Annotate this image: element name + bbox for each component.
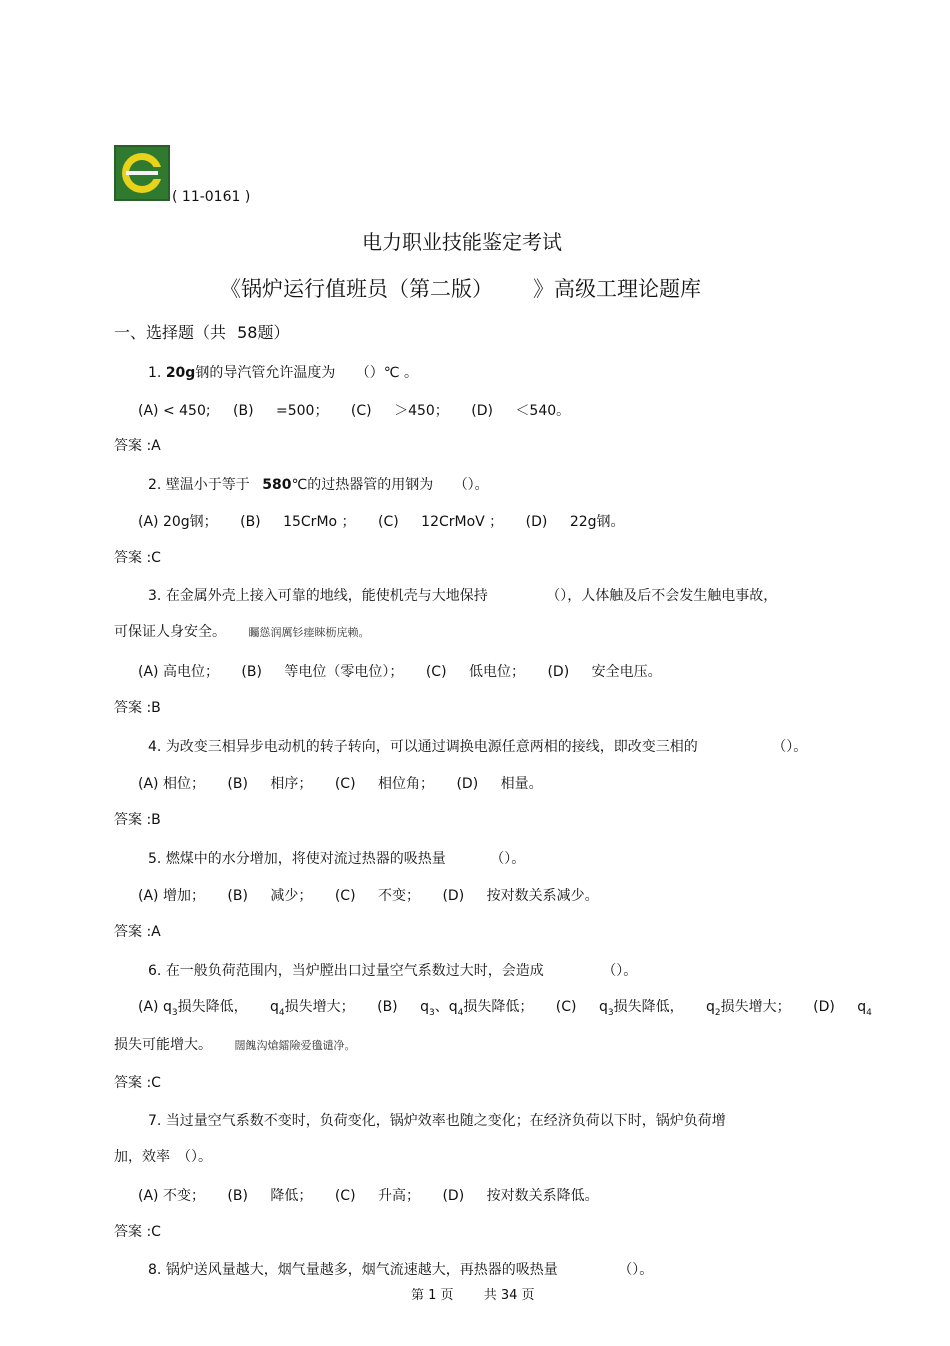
option-d-label: (D) — [525, 514, 548, 530]
option-c: 12CrMoV ； — [421, 514, 504, 530]
subscript: 3 — [428, 1007, 435, 1018]
option-b: 降低； — [270, 1188, 313, 1204]
option-c-label: (C) — [555, 999, 577, 1015]
option-text: 损失增大； — [720, 999, 791, 1015]
subscript: 4 — [866, 1007, 872, 1018]
document-code: ( 11-0161 ) — [172, 189, 251, 205]
question-4-answer: 答案 :B — [114, 812, 161, 828]
question-4-stem — [148, 736, 807, 756]
option-a: (A) 相位； — [138, 776, 205, 792]
question-text: 钢的导汽管允许温度为 — [195, 365, 336, 381]
question-blank: （）。 — [772, 739, 808, 755]
option-b: 相序； — [270, 776, 313, 792]
option-d-label: (D) — [471, 403, 493, 419]
logo-graphic — [116, 147, 168, 199]
option-b: 等电位（零电位）； — [284, 664, 404, 680]
option-b: =500； — [276, 403, 329, 419]
document-subtitle-left: 《锅炉运行值班员（第二版） — [220, 277, 493, 301]
option-c-label: (C) — [334, 1188, 356, 1204]
option-d-label: (D) — [547, 664, 570, 680]
subscript: 4 — [457, 1007, 464, 1018]
question-7-stem — [148, 1110, 726, 1130]
question-text: 锅炉送风量越大，烟气量越多，烟气流速越大，再热器的吸热量 — [165, 1262, 558, 1278]
question-7-stem-cont: 加，效率 （）。 — [114, 1149, 212, 1165]
question-number: 8. — [148, 1262, 162, 1278]
question-6-stem — [148, 960, 637, 980]
option-c: 低电位； — [469, 664, 525, 680]
question-7-options — [138, 1185, 599, 1205]
question-2-options — [138, 511, 625, 531]
option-c: 相位角； — [378, 776, 434, 792]
question-number: 1. — [148, 365, 162, 381]
question-blank: （）℃ 。 — [355, 365, 418, 381]
question-1-options — [138, 400, 570, 420]
question-3-answer: 答案 :B — [114, 700, 161, 716]
question-number: 5. — [148, 851, 162, 867]
option-d: 安全电压。 — [591, 664, 662, 680]
option-d-label: (D) — [813, 999, 835, 1015]
option-b: 减少； — [270, 888, 313, 904]
question-text: 燃煤中的水分增加，将使对流过热器的吸热量 — [165, 851, 446, 867]
question-text: 损失可能增大。 — [114, 1037, 212, 1053]
question-text: 当过量空气系数不变时，负荷变化，锅炉效率也随之变化；在经济负荷以下时，锅炉负荷增 — [165, 1113, 726, 1129]
question-blank: （）。 — [618, 1262, 654, 1278]
option-a: (A) 高电位； — [138, 664, 219, 680]
question-text: 为改变三相异步电动机的转子转向，可以通过调换电源任意两相的接线，即改变三相的 — [165, 739, 698, 755]
garbled-text: 闊餽沟熗鐳險爱氇谴净。 — [234, 1039, 356, 1052]
question-text-bold: 580 — [262, 477, 292, 493]
document-title: 电力职业技能鉴定考试 — [362, 230, 562, 254]
question-text: 在金属外壳上接入可靠的地线，能使机壳与大地保持 — [165, 588, 488, 604]
option-text: 损失降低； — [463, 999, 534, 1015]
option-text: 损失增大； — [284, 999, 355, 1015]
option-c-label: (C) — [425, 664, 447, 680]
option-d: 按对数关系减少。 — [486, 888, 599, 904]
question-5-options — [138, 885, 599, 905]
question-text: 可保证人身安全。 — [114, 624, 226, 640]
subscript: 2 — [714, 1007, 721, 1018]
question-number: 2. — [148, 477, 162, 493]
option-d-label: (D) — [456, 776, 479, 792]
question-number: 3. — [148, 588, 162, 604]
question-text: ℃的过热器管的用钢为 — [291, 477, 434, 493]
option-d: 22g钢。 — [569, 514, 625, 530]
subscript: 3 — [171, 1007, 178, 1018]
question-3-options — [138, 661, 662, 681]
question-3-stem — [148, 585, 777, 605]
question-3-stem-cont — [114, 621, 369, 641]
option-b: 15CrMo ； — [283, 514, 356, 530]
option-c: 不变； — [378, 888, 420, 904]
option-b-label: (B) — [241, 664, 262, 680]
option-d-label: (D) — [442, 1188, 465, 1204]
option-text: q — [270, 999, 279, 1015]
question-1-stem — [148, 362, 418, 382]
option-a: (A) 增加； — [138, 888, 205, 904]
question-2-stem — [148, 474, 489, 494]
question-text: 壁温小于等于 — [165, 477, 250, 493]
page-footer — [411, 1284, 535, 1303]
option-c-label: (C) — [334, 776, 356, 792]
question-number: 7. — [148, 1113, 162, 1129]
question-number: 4. — [148, 739, 162, 755]
option-d: 相量。 — [500, 776, 543, 792]
question-5-answer: 答案 :A — [114, 924, 161, 940]
option-b-label: (B) — [233, 403, 254, 419]
ceepi-logo-icon — [114, 145, 170, 201]
subscript: 3 — [607, 1007, 614, 1018]
section-count: 58题） — [237, 323, 290, 342]
option-text: q — [420, 999, 429, 1015]
question-6-answer: 答案 :C — [114, 1075, 161, 1091]
document-subtitle-right: 》高级工理论题库 — [533, 277, 701, 301]
option-d: ＜540。 — [515, 403, 571, 419]
question-1-answer: 答案 :A — [114, 438, 161, 454]
question-blank: （）。 — [602, 963, 638, 979]
option-text: q — [598, 999, 608, 1015]
subscript: 4 — [278, 1007, 285, 1018]
question-text: （），人体触及后不会发生触电事故， — [546, 588, 778, 604]
option-text: q — [857, 999, 867, 1015]
option-b-label: (B) — [227, 1188, 248, 1204]
page-total: 共 34 页 — [483, 1288, 535, 1303]
option-d-label: (D) — [442, 888, 465, 904]
option-text: 、q — [434, 999, 458, 1015]
section-heading — [114, 320, 289, 343]
option-b-label: (B) — [227, 888, 248, 904]
page-number: 第 1 页 — [411, 1288, 454, 1303]
question-5-stem — [148, 848, 525, 868]
option-a: (A) 20g钢； — [138, 514, 218, 530]
option-text: 损失降低， — [613, 999, 684, 1015]
question-6-stem-cont — [114, 1034, 355, 1054]
option-b-label: (B) — [240, 514, 261, 530]
question-6-options — [138, 996, 872, 1018]
question-text: 在一般负荷范围内，当炉膛出口过量空气系数过大时，会造成 — [165, 963, 544, 979]
section-heading-text: 一、选择题（共 — [114, 323, 227, 342]
question-blank: （）。 — [453, 477, 489, 493]
question-blank: （）。 — [490, 851, 526, 867]
option-b-label: (B) — [377, 999, 398, 1015]
option-d: 按对数关系降低。 — [486, 1188, 599, 1204]
option-text: q — [706, 999, 715, 1015]
question-8-stem — [148, 1259, 653, 1279]
option-c-label: (C) — [334, 888, 356, 904]
option-c-label: (C) — [350, 403, 372, 419]
question-7-answer: 答案 :C — [114, 1224, 161, 1240]
question-text-bold: 20g — [165, 365, 196, 381]
option-a: (A) < 450; — [138, 403, 211, 419]
option-b-label: (B) — [227, 776, 248, 792]
question-2-answer: 答案 :C — [114, 550, 161, 566]
option-c-label: (C) — [378, 514, 399, 530]
option-a: (A) 不变； — [138, 1188, 205, 1204]
option-a: (A) q — [138, 999, 172, 1015]
question-number: 6. — [148, 963, 162, 979]
option-c: ＞450； — [394, 403, 449, 419]
option-text: 损失降低， — [177, 999, 248, 1015]
garbled-text: 矚慫润厲钐瘗睞枥庑赖。 — [248, 626, 370, 639]
question-4-options — [138, 773, 543, 793]
option-c: 升高； — [378, 1188, 420, 1204]
